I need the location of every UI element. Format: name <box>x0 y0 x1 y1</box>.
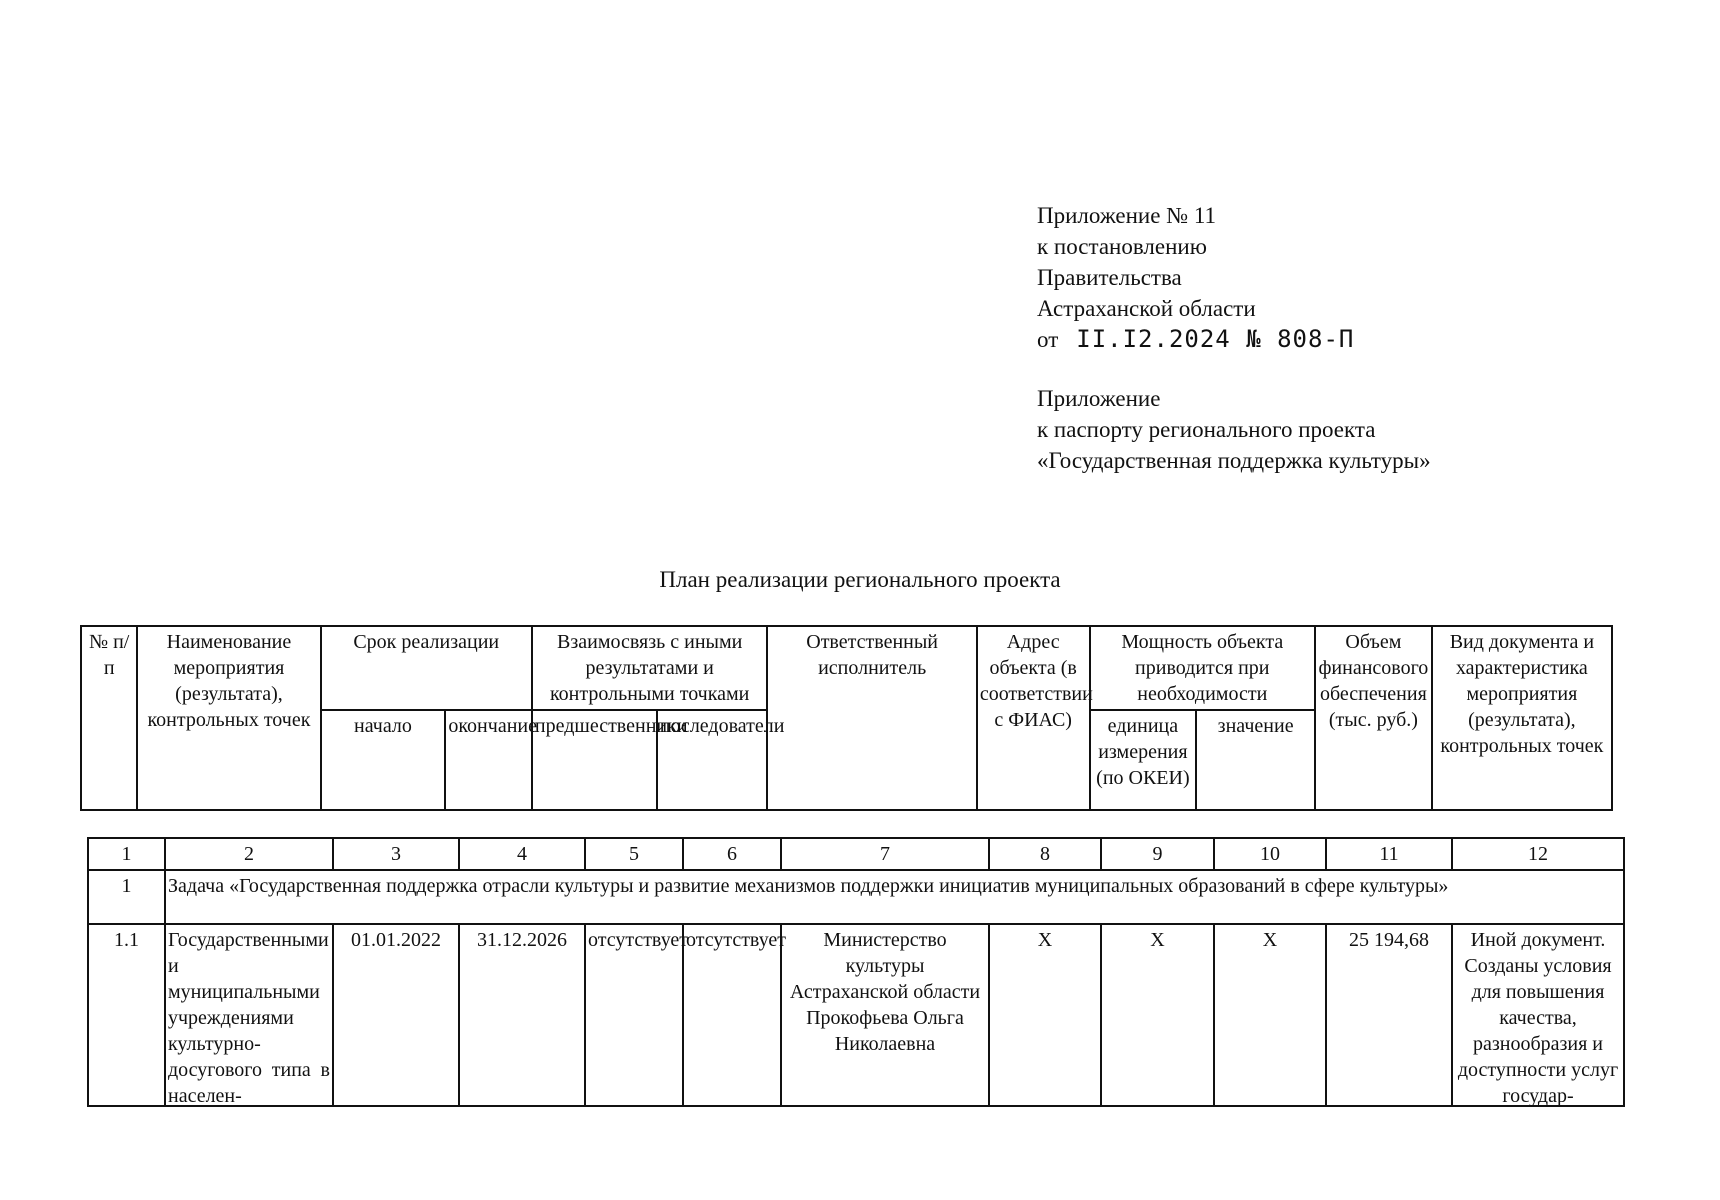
column-number: 9 <box>1101 838 1214 870</box>
row-successors: отсутствует <box>683 924 781 1106</box>
column-number: 1 <box>88 838 165 870</box>
column-number: 11 <box>1326 838 1452 870</box>
row-name-text: Государственными и муниципальными учреждениями культурно-досугового типа в населен- <box>168 929 330 1107</box>
row-value: Х <box>1214 924 1326 1106</box>
appendix-block <box>1037 200 1431 476</box>
order-number: II.I2.2024 № 808-П <box>1076 325 1355 353</box>
header-responsible: Ответственный исполнитель <box>767 626 976 810</box>
column-number: 10 <box>1214 838 1326 870</box>
document-title: План реализации регионального проекта <box>659 567 1061 592</box>
row-responsible: Министерство культуры Астраханской области Прокофьева Ольга Николаевна <box>781 924 989 1106</box>
header-relation: Взаимосвязь с иными результатами и контрольными точками <box>532 626 768 710</box>
passport-appendix-line: Приложение <box>1037 386 1161 411</box>
column-number: 5 <box>585 838 683 870</box>
row-address: Х <box>989 924 1101 1106</box>
appendix-line: Астраханской области <box>1037 296 1256 321</box>
appendix-line: Приложение № 11 <box>1037 203 1217 228</box>
passport-appendix-line: к паспорту регионального проекта <box>1037 417 1376 442</box>
row-doc-type-text: Иной документ. Созданы условия для повышения качества, разнообразия и доступности услуг государ- <box>1457 929 1619 1107</box>
header-value: значение <box>1196 710 1315 810</box>
header-successors: последователи <box>657 710 768 810</box>
header-term: Срок реализации <box>321 626 532 710</box>
column-number: 2 <box>165 838 333 870</box>
column-number: 7 <box>781 838 989 870</box>
plan-body-table <box>87 837 1625 1107</box>
plan-header-table <box>80 625 1613 811</box>
header-predecessors: предшественники <box>532 710 657 810</box>
row-unit: Х <box>1101 924 1214 1106</box>
row-predecessors: отсутствует <box>585 924 683 1106</box>
column-number-row <box>88 838 1624 870</box>
column-number: 8 <box>989 838 1101 870</box>
order-date-line <box>1037 324 1431 355</box>
column-number: 6 <box>683 838 781 870</box>
header-end: окончание <box>445 710 532 810</box>
table-row <box>88 924 1624 1106</box>
task-text: Задача «Государственная поддержка отрасли культуры и развитие механизмов поддержки инициатив муниципальных образований в сфере культуры» <box>165 870 1624 924</box>
column-number: 12 <box>1452 838 1624 870</box>
header-num: № п/п <box>81 626 137 810</box>
header-funding: Объем финансового обеспечения (тыс. руб.) <box>1315 626 1432 810</box>
column-number: 3 <box>333 838 459 870</box>
row-doc-type <box>1452 924 1624 1106</box>
task-row <box>88 870 1624 924</box>
order-prefix: от <box>1037 327 1059 352</box>
header-address: Адрес объекта (в соответствии с ФИАС) <box>977 626 1090 810</box>
header-unit: единица измерения (по ОКЕИ) <box>1090 710 1197 810</box>
header-doc-type: Вид документа и характеристика мероприятия (результата), контрольных точек <box>1432 626 1612 810</box>
header-capacity: Мощность объекта приводится при необходимости <box>1090 626 1315 710</box>
row-num: 1.1 <box>88 924 165 1106</box>
header-start: начало <box>321 710 446 810</box>
row-name <box>165 924 333 1106</box>
passport-appendix-line: «Государственная поддержка культуры» <box>1037 448 1431 473</box>
appendix-line: Правительства <box>1037 265 1182 290</box>
task-num: 1 <box>88 870 165 924</box>
column-number: 4 <box>459 838 585 870</box>
appendix-line: к постановлению <box>1037 234 1207 259</box>
row-start: 01.01.2022 <box>333 924 459 1106</box>
row-funding: 25 194,68 <box>1326 924 1452 1106</box>
header-name: Наименование мероприятия (результата), контрольных точек <box>137 626 320 810</box>
row-end: 31.12.2026 <box>459 924 585 1106</box>
